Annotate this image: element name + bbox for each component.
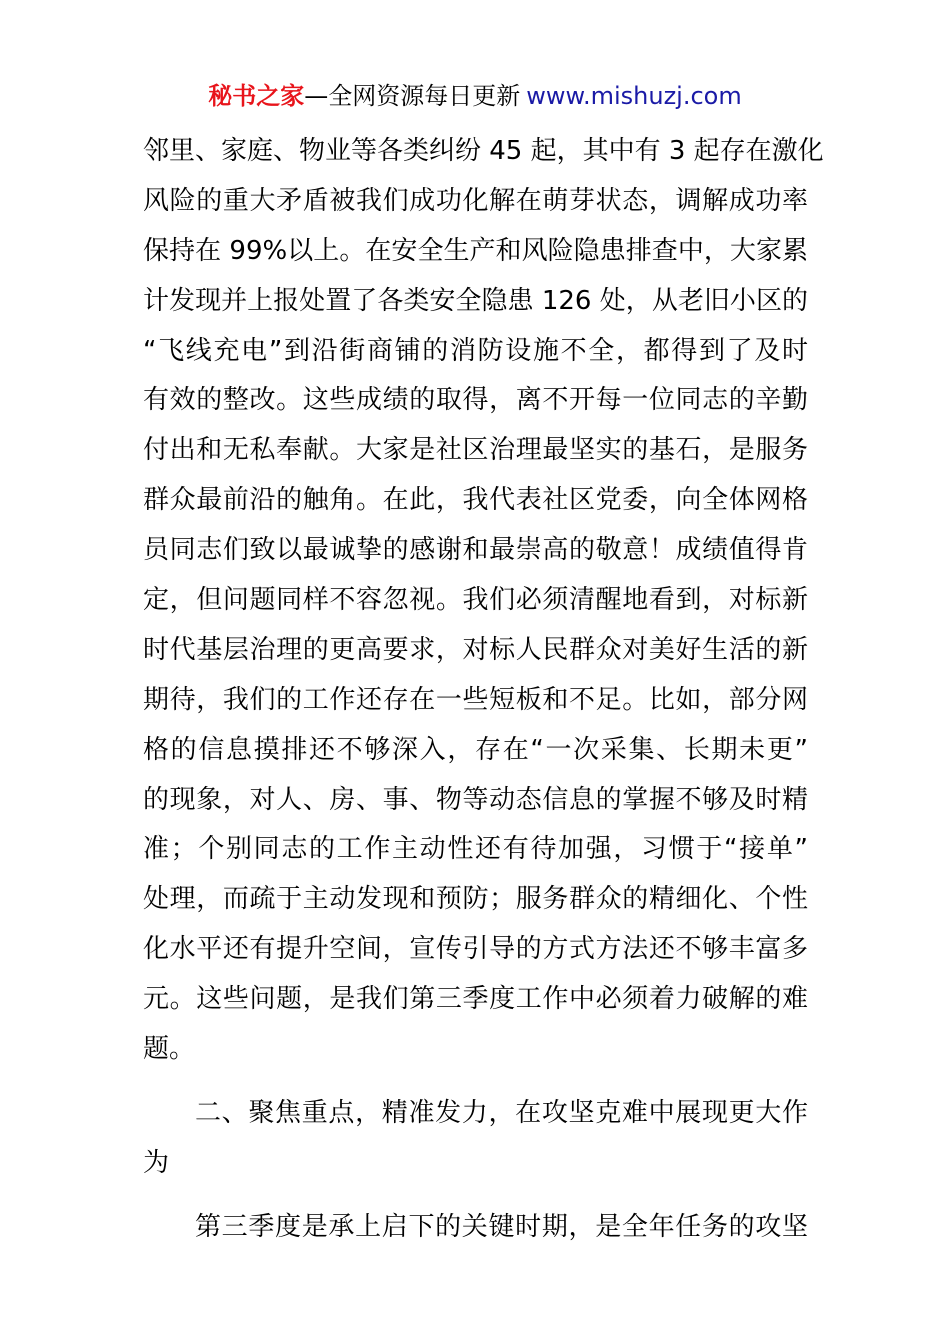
- body-line: 格的信息摸排还不够深入，存在“一次采集、长期未更”: [143, 734, 808, 765]
- body-line: 有效的整改。这些成绩的取得，离不开每一位同志的辛勤: [143, 385, 808, 416]
- body-line: 期待，我们的工作还存在一些短板和不足。比如，部分网: [143, 684, 808, 715]
- site-tagline: —全网资源每日更新: [304, 82, 521, 110]
- site-brand: 秘书之家: [208, 82, 305, 110]
- body-line: 付出和无私奉献。大家是社区治理最坚实的基石，是服务: [143, 435, 808, 466]
- body-line: 员同志们致以最诚挚的感谢和最崇高的敬意！成绩值得肯: [143, 535, 808, 566]
- body-line: 的现象，对人、房、事、物等动态信息的掌握不够及时精: [143, 784, 808, 815]
- body-line: 处理，而疏于主动发现和预防；服务群众的精细化、个性: [143, 884, 808, 915]
- body-line: 定，但问题同样不容忽视。我们必须清醒地看到，对标新: [143, 585, 808, 616]
- body-line: “飞线充电”到沿街商铺的消防设施不全，都得到了及时: [143, 335, 808, 366]
- body-line: 邻里、家庭、物业等各类纠纷 45 起，其中有 3 起存在激化: [143, 136, 824, 166]
- document-body: [143, 127, 824, 1253]
- body-line: 时代基层治理的更高要求，对标人民群众对美好生活的新: [143, 634, 808, 665]
- body-line: 计发现并上报处置了各类安全隐患 126 处，从老旧小区的: [143, 285, 808, 316]
- site-header: [0, 80, 950, 112]
- body-line: 群众最前沿的触角。在此，我代表社区党委，向全体网格: [143, 485, 808, 516]
- paragraph-start: 第三季度是承上启下的关键时期，是全年任务的攻坚: [195, 1211, 808, 1242]
- body-line: 风险的重大矛盾被我们成功化解在萌芽状态，调解成功率: [143, 185, 808, 216]
- section-heading: 二、聚焦重点，精准发力，在攻坚克难中展现更大作: [195, 1097, 808, 1128]
- body-line: 题。: [143, 1034, 196, 1065]
- site-url-link[interactable]: www.mishuzj.com: [526, 82, 742, 110]
- section-heading-continued: 为: [143, 1147, 170, 1178]
- body-line: 保持在 99%以上。在安全生产和风险隐患排查中，大家累: [143, 235, 808, 266]
- body-line: 准；个别同志的工作主动性还有待加强，习惯于“接单”: [143, 834, 808, 865]
- body-line: 元。这些问题，是我们第三季度工作中必须着力破解的难: [143, 984, 808, 1015]
- body-line: 化水平还有提升空间，宣传引导的方式方法还不够丰富多: [143, 934, 808, 965]
